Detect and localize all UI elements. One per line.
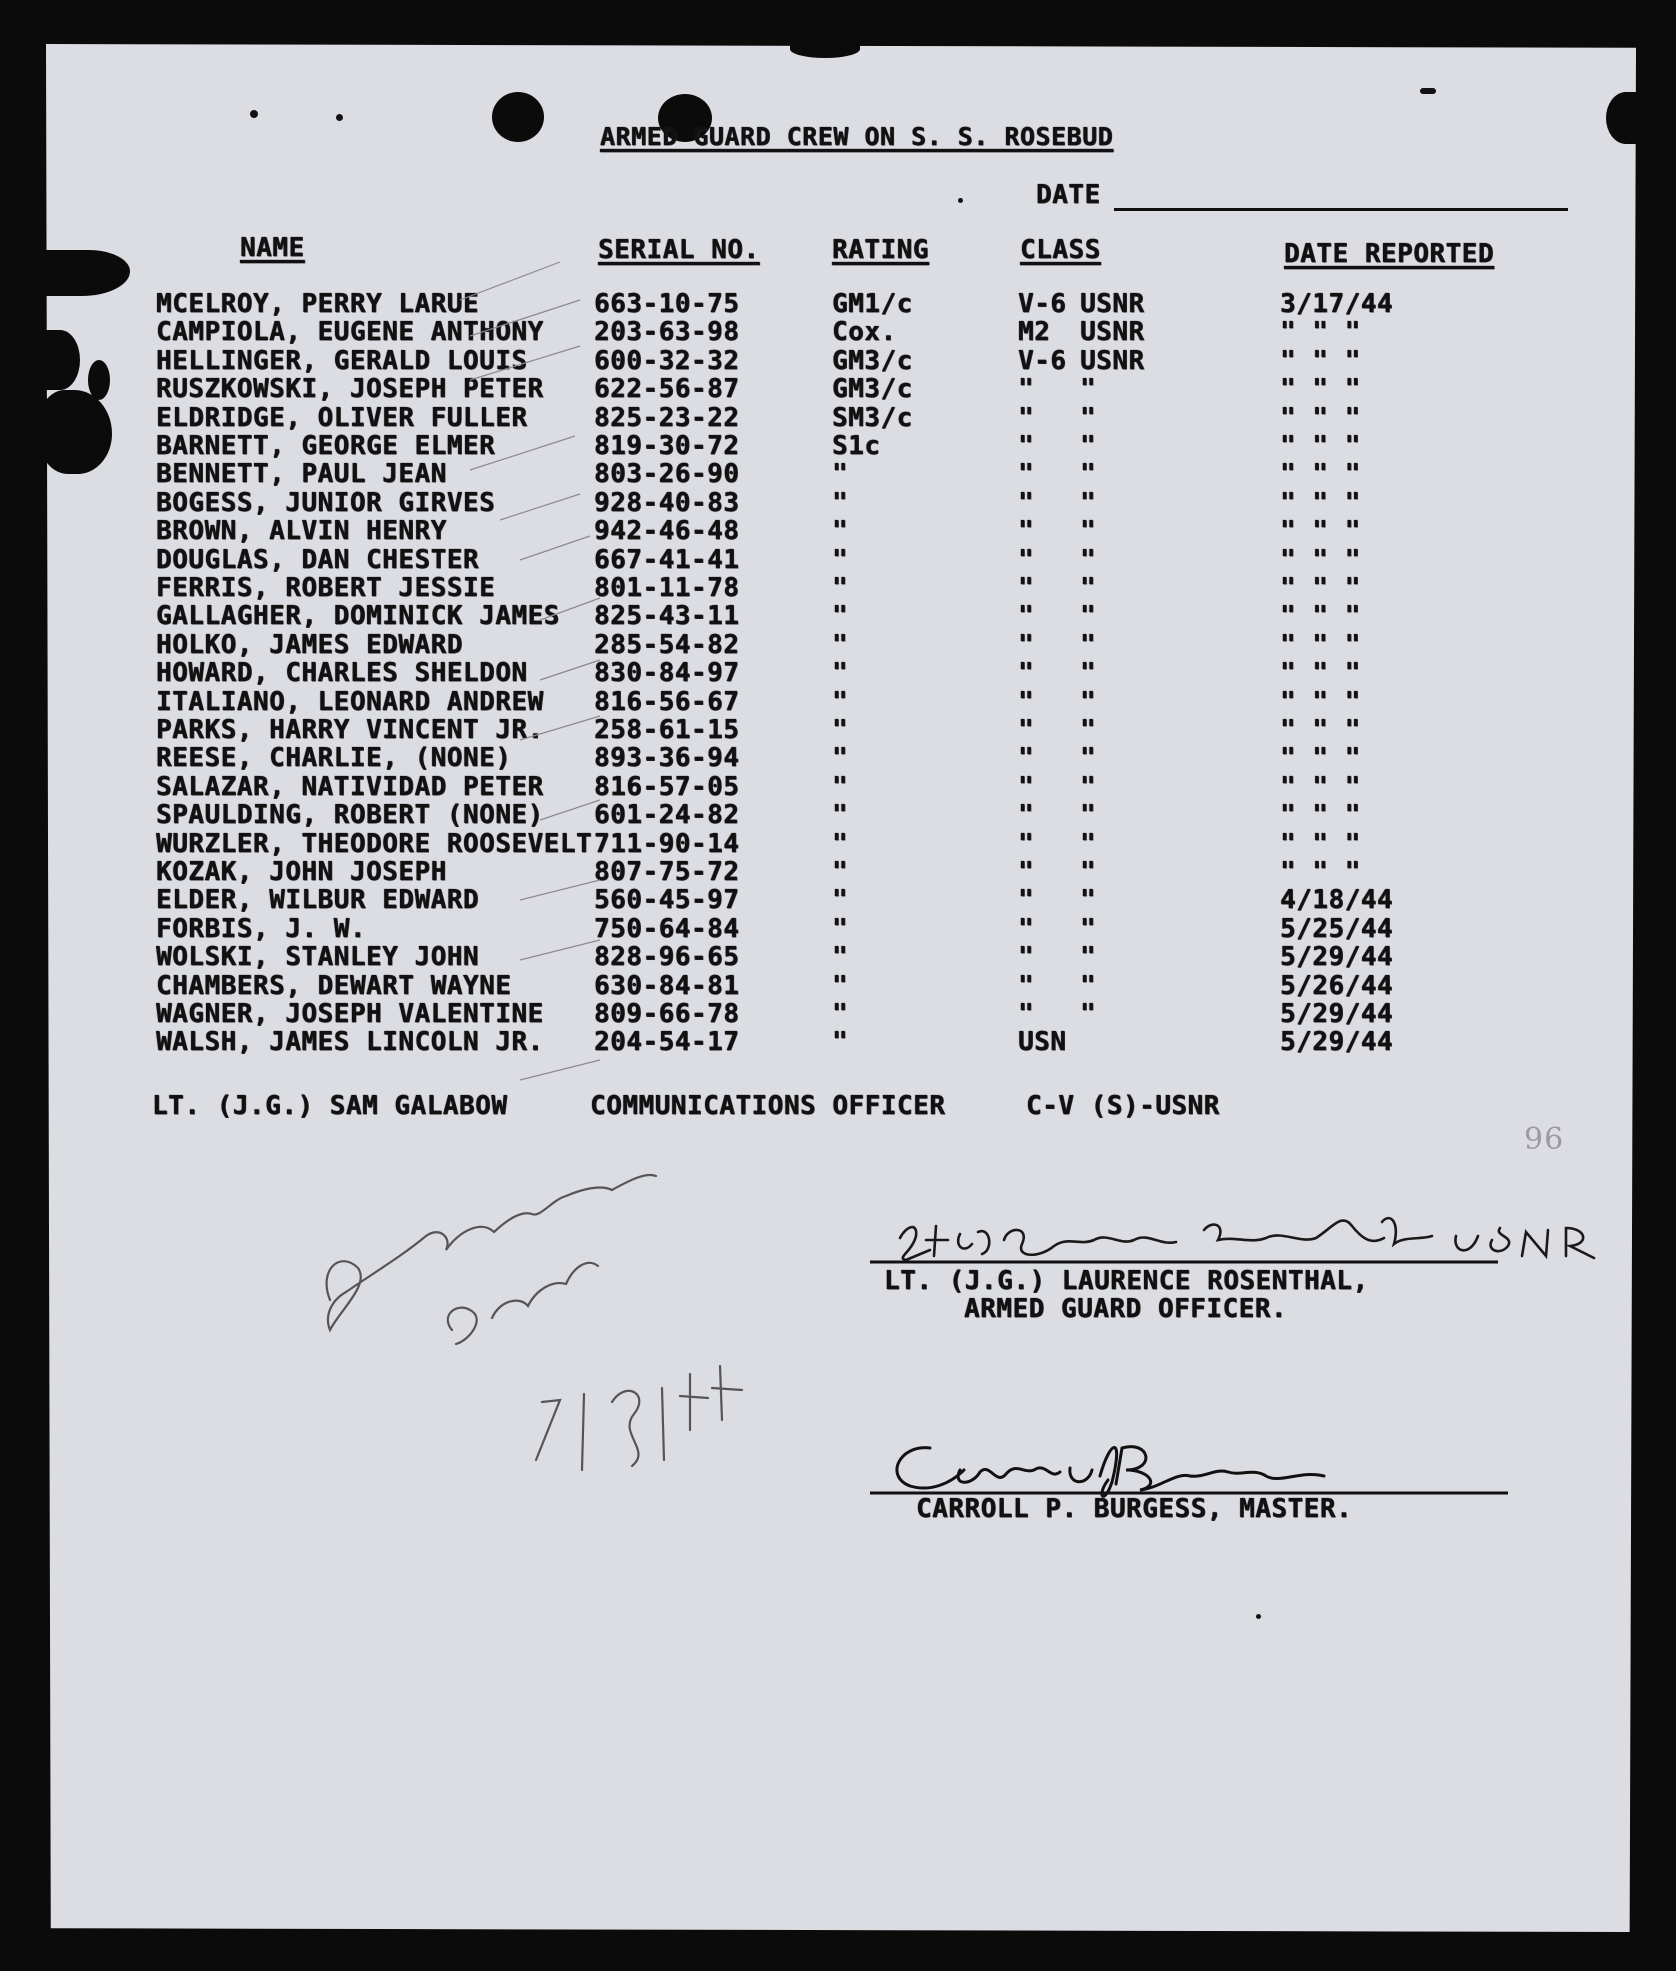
crew-serial: 942-46-48 xyxy=(594,516,740,547)
crew-class: " xyxy=(1018,771,1035,802)
crew-rating: SM3/c xyxy=(832,402,913,433)
crew-date-reported: " " " xyxy=(1280,487,1361,518)
crew-rating: " xyxy=(832,516,849,547)
date-label: DATE xyxy=(1036,180,1101,210)
crew-date-reported: " " " xyxy=(1280,345,1361,376)
crew-branch: " xyxy=(1080,942,1097,973)
crew-name: BARNETT, GEORGE ELMER xyxy=(156,431,496,461)
crew-serial: 803-26-90 xyxy=(594,459,740,490)
column-header-rating: RATING xyxy=(832,235,929,265)
crew-rating: " xyxy=(832,885,849,916)
crew-rating: " xyxy=(832,573,849,603)
crew-rating: " xyxy=(832,771,849,802)
crew-name: KOZAK, JOHN JOSEPH xyxy=(156,857,447,887)
crew-branch: " xyxy=(1080,686,1097,717)
crew-rating: " xyxy=(832,459,849,490)
crew-serial: 825-23-22 xyxy=(594,402,740,433)
crew-class: V-6 xyxy=(1018,289,1067,319)
crew-rating: " xyxy=(832,970,849,1001)
crew-rating: " xyxy=(832,743,849,774)
officer-name: LT. (J.G.) SAM GALABOW xyxy=(152,1091,508,1121)
crew-name: WAGNER, JOSEPH VALENTINE xyxy=(156,999,544,1029)
crew-branch: " xyxy=(1080,402,1097,433)
crew-rating: GM3/c xyxy=(832,374,913,405)
armament-inspection-note xyxy=(327,1175,742,1470)
crew-rating: Cox. xyxy=(832,317,897,348)
crew-date-reported: " " " xyxy=(1280,828,1361,859)
crew-name: PARKS, HARRY VINCENT JR. xyxy=(156,715,544,745)
crew-date-reported: " " " xyxy=(1280,317,1361,348)
crew-class: V-6 xyxy=(1018,345,1067,376)
crew-date-reported: " " " xyxy=(1280,431,1361,461)
crew-branch: " xyxy=(1080,431,1097,461)
crew-branch: " xyxy=(1080,601,1097,632)
crew-serial: 816-56-67 xyxy=(594,686,740,717)
crew-rating: " xyxy=(832,800,849,831)
crew-date-reported: " " " xyxy=(1280,658,1361,689)
crew-branch: " xyxy=(1080,743,1097,774)
crew-name: MCELROY, PERRY LARUE xyxy=(156,289,480,319)
crew-name: ELDRIDGE, OLIVER FULLER xyxy=(156,402,528,433)
crew-class: " xyxy=(1018,573,1035,603)
armed-guard-officer-name: LT. (J.G.) LAURENCE ROSENTHAL, xyxy=(884,1266,1369,1296)
crew-serial: 560-45-97 xyxy=(594,885,740,916)
crew-branch: USNR xyxy=(1080,345,1145,376)
crew-date-reported: " " " xyxy=(1280,601,1361,632)
crew-class: M2 xyxy=(1018,317,1051,348)
crew-date-reported: " " " xyxy=(1280,743,1361,774)
crew-class: USN xyxy=(1018,1027,1067,1058)
crew-date-reported: " " " xyxy=(1280,857,1361,887)
crew-serial: 750-64-84 xyxy=(594,913,740,944)
crew-branch: " xyxy=(1080,999,1097,1029)
crew-date-reported: 5/25/44 xyxy=(1280,913,1394,944)
crew-date-reported: " " " xyxy=(1280,374,1361,405)
crew-name: WALSH, JAMES LINCOLN JR. xyxy=(156,1027,544,1058)
crew-branch: " xyxy=(1080,573,1097,603)
crew-class: " xyxy=(1018,402,1035,433)
crew-branch: " xyxy=(1080,516,1097,547)
crew-branch: " xyxy=(1080,913,1097,944)
crew-name: ITALIANO, LEONARD ANDREW xyxy=(156,686,544,717)
crew-class: " xyxy=(1018,459,1035,490)
crew-name: REESE, CHARLIE, (NONE) xyxy=(156,743,512,774)
crew-rating: " xyxy=(832,715,849,745)
crew-name: RUSZKOWSKI, JOSEPH PETER xyxy=(156,374,544,405)
crew-rating: " xyxy=(832,544,849,575)
crew-name: GALLAGHER, DOMINICK JAMES xyxy=(156,601,560,632)
crew-serial: 622-56-87 xyxy=(594,374,740,405)
crew-date-reported: 4/18/44 xyxy=(1280,885,1394,916)
crew-branch: " xyxy=(1080,544,1097,575)
crew-class: " xyxy=(1018,715,1035,745)
crew-name: WOLSKI, STANLEY JOHN xyxy=(156,942,480,973)
crew-rating: " xyxy=(832,942,849,973)
crew-branch: USNR xyxy=(1080,317,1145,348)
crew-class: " xyxy=(1018,800,1035,831)
crew-date-reported: " " " xyxy=(1280,771,1361,802)
crew-date-reported: 5/29/44 xyxy=(1280,1027,1394,1058)
crew-serial: 816-57-05 xyxy=(594,771,740,802)
crew-serial: 601-24-82 xyxy=(594,800,740,831)
crew-class: " xyxy=(1018,431,1035,461)
crew-name: BOGESS, JUNIOR GIRVES xyxy=(156,487,496,518)
crew-class: " xyxy=(1018,970,1035,1001)
crew-date-reported: 5/26/44 xyxy=(1280,970,1394,1001)
crew-serial: 801-11-78 xyxy=(594,573,740,603)
crew-name: BENNETT, PAUL JEAN xyxy=(156,459,447,490)
crew-name: DOUGLAS, DAN CHESTER xyxy=(156,544,480,575)
crew-date-reported: " " " xyxy=(1280,715,1361,745)
crew-name: HOLKO, JAMES EDWARD xyxy=(156,629,463,660)
crew-branch: " xyxy=(1080,828,1097,859)
crew-name: HOWARD, CHARLES SHELDON xyxy=(156,658,528,689)
crew-branch: " xyxy=(1080,885,1097,916)
crew-serial: 663-10-75 xyxy=(594,289,740,319)
page-number: 96 xyxy=(1524,1122,1565,1157)
burgess-signature xyxy=(897,1447,1324,1497)
armed-guard-officer-title: ARMED GUARD OFFICER. xyxy=(964,1294,1288,1324)
crew-class: " xyxy=(1018,374,1035,405)
crew-branch: " xyxy=(1080,459,1097,490)
crew-serial: 828-96-65 xyxy=(594,942,740,973)
crew-name: SPAULDING, ROBERT (NONE) xyxy=(156,800,544,831)
crew-date-reported: " " " xyxy=(1280,402,1361,433)
crew-class: " xyxy=(1018,658,1035,689)
officer-class: C-V (S)-USNR xyxy=(1026,1091,1220,1121)
crew-class: " xyxy=(1018,999,1035,1029)
crew-serial: 285-54-82 xyxy=(594,629,740,660)
column-header-class: CLASS xyxy=(1020,235,1101,265)
crew-serial: 807-75-72 xyxy=(594,857,740,887)
document-title: ARMED GUARD CREW ON S. S. ROSEBUD xyxy=(600,122,1114,151)
crew-name: SALAZAR, NATIVIDAD PETER xyxy=(156,771,544,802)
crew-branch: " xyxy=(1080,374,1097,405)
crew-name: WURZLER, THEODORE ROOSEVELT xyxy=(156,828,593,859)
crew-serial: 711-90-14 xyxy=(594,828,740,859)
crew-branch: " xyxy=(1080,970,1097,1001)
crew-name: FERRIS, ROBERT JESSIE xyxy=(156,573,496,603)
crew-name: ELDER, WILBUR EDWARD xyxy=(156,885,480,916)
pencil-strokes xyxy=(460,262,600,1080)
crew-rating: GM3/c xyxy=(832,345,913,376)
crew-rating: " xyxy=(832,913,849,944)
crew-serial: 825-43-11 xyxy=(594,601,740,632)
crew-name: CAMPIOLA, EUGENE ANTHONY xyxy=(156,317,544,348)
crew-rating: GM1/c xyxy=(832,289,913,319)
crew-branch: " xyxy=(1080,487,1097,518)
rosenthal-signature xyxy=(900,1218,1594,1260)
crew-date-reported: 3/17/44 xyxy=(1280,289,1394,319)
crew-name: FORBIS, J. W. xyxy=(156,913,366,944)
crew-date-reported: 5/29/44 xyxy=(1280,942,1394,973)
crew-serial: 258-61-15 xyxy=(594,715,740,745)
crew-branch: USNR xyxy=(1080,289,1145,319)
officer-role: COMMUNICATIONS OFFICER xyxy=(590,1091,946,1121)
crew-serial: 809-66-78 xyxy=(594,999,740,1029)
crew-branch: " xyxy=(1080,658,1097,689)
crew-class: " xyxy=(1018,913,1035,944)
crew-class: " xyxy=(1018,544,1035,575)
crew-class: " xyxy=(1018,601,1035,632)
crew-rating: S1c xyxy=(832,431,881,461)
crew-serial: 630-84-81 xyxy=(594,970,740,1001)
crew-branch: " xyxy=(1080,800,1097,831)
crew-serial: 667-41-41 xyxy=(594,544,740,575)
crew-class: " xyxy=(1018,487,1035,518)
crew-date-reported: " " " xyxy=(1280,686,1361,717)
crew-class: " xyxy=(1018,686,1035,717)
crew-branch: " xyxy=(1080,857,1097,887)
column-header-serial: SERIAL NO. xyxy=(598,235,760,265)
crew-branch: " xyxy=(1080,771,1097,802)
crew-rating: " xyxy=(832,629,849,660)
crew-serial: 819-30-72 xyxy=(594,431,740,461)
crew-date-reported: " " " xyxy=(1280,800,1361,831)
column-header-date-reported: DATE REPORTED xyxy=(1284,239,1494,269)
crew-serial: 600-32-32 xyxy=(594,345,740,376)
crew-class: " xyxy=(1018,516,1035,547)
crew-class: " xyxy=(1018,743,1035,774)
crew-branch: " xyxy=(1080,715,1097,745)
crew-date-reported: " " " xyxy=(1280,629,1361,660)
crew-serial: 830-84-97 xyxy=(594,658,740,689)
crew-rating: " xyxy=(832,686,849,717)
crew-class: " xyxy=(1018,828,1035,859)
crew-serial: 893-36-94 xyxy=(594,743,740,774)
crew-rating: " xyxy=(832,1027,849,1058)
crew-date-reported: 5/29/44 xyxy=(1280,999,1394,1029)
crew-rating: " xyxy=(832,601,849,632)
crew-serial: 204-54-17 xyxy=(594,1027,740,1058)
crew-class: " xyxy=(1018,857,1035,887)
column-header-name: NAME xyxy=(240,233,305,263)
crew-rating: " xyxy=(832,857,849,887)
crew-class: " xyxy=(1018,885,1035,916)
crew-serial: 928-40-83 xyxy=(594,487,740,518)
crew-rating: " xyxy=(832,658,849,689)
crew-name: HELLINGER, GERALD LOUIS xyxy=(156,345,528,376)
crew-rating: " xyxy=(832,999,849,1029)
crew-date-reported: " " " xyxy=(1280,544,1361,575)
crew-date-reported: " " " xyxy=(1280,459,1361,490)
crew-date-reported: " " " xyxy=(1280,516,1361,547)
crew-branch: " xyxy=(1080,629,1097,660)
crew-date-reported: " " " xyxy=(1280,573,1361,603)
crew-serial: 203-63-98 xyxy=(594,317,740,348)
crew-name: CHAMBERS, DEWART WAYNE xyxy=(156,970,512,1001)
crew-rating: " xyxy=(832,487,849,518)
crew-name: BROWN, ALVIN HENRY xyxy=(156,516,447,547)
master-name: CARROLL P. BURGESS, MASTER. xyxy=(916,1494,1353,1524)
crew-rating: " xyxy=(832,828,849,859)
crew-class: " xyxy=(1018,629,1035,660)
crew-class: " xyxy=(1018,942,1035,973)
